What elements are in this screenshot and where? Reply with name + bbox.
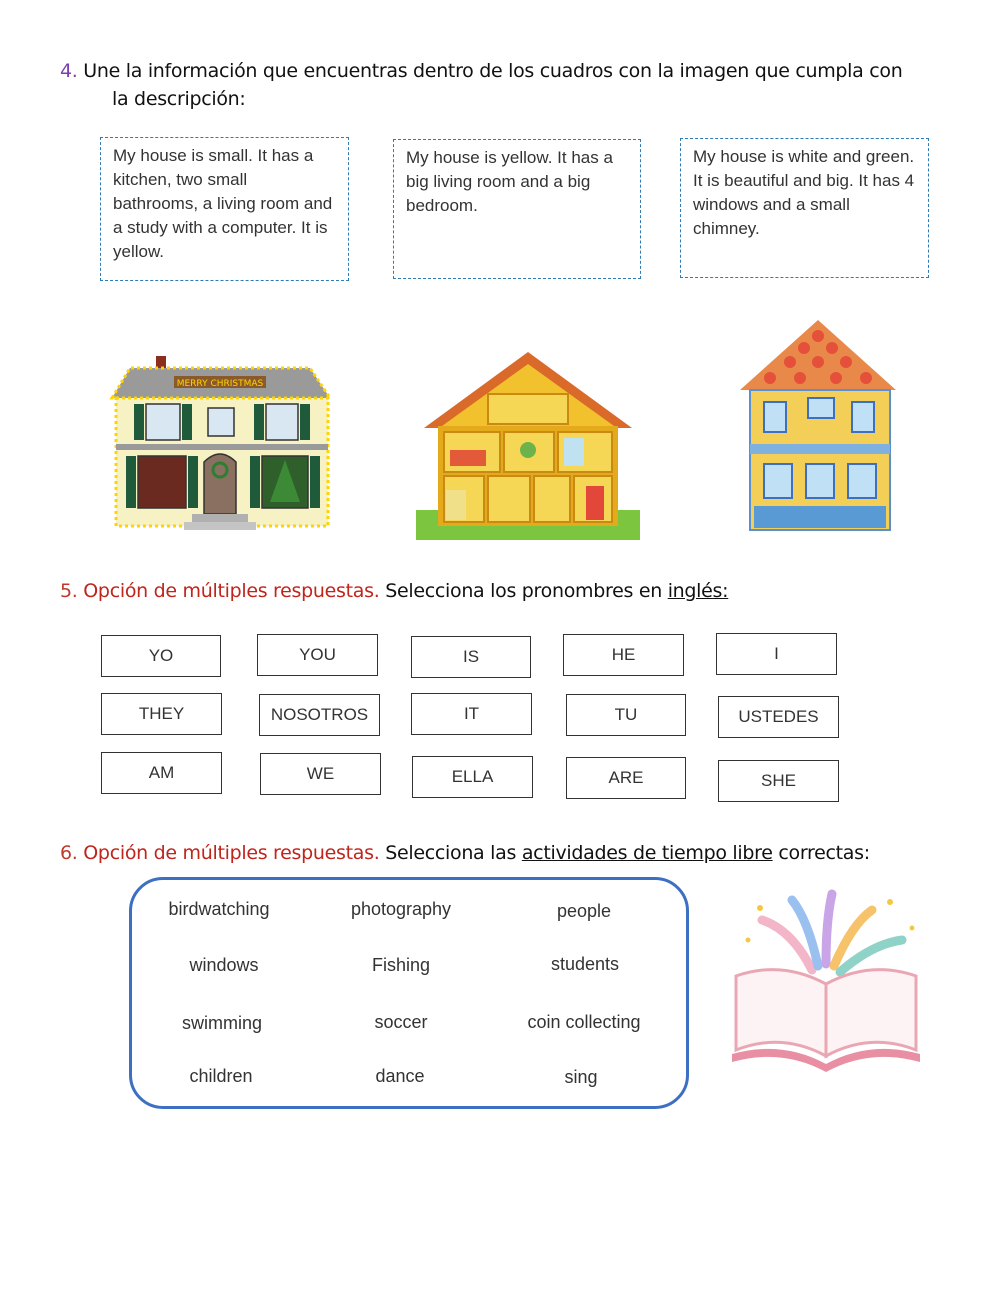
pronoun-option-it[interactable]: IT <box>411 693 532 735</box>
q6-instruction-b: correctas: <box>778 842 870 864</box>
pronoun-option-am[interactable]: AM <box>101 752 222 794</box>
activity-option[interactable]: dance <box>375 1066 425 1086</box>
pronoun-option-they[interactable]: THEY <box>101 693 222 735</box>
pronoun-option-you[interactable]: YOU <box>257 634 378 676</box>
activity-option[interactable]: sing <box>564 1067 598 1087</box>
activity-option[interactable]: windows <box>189 955 259 975</box>
q6-title: Opción de múltiples respuestas. <box>83 842 380 864</box>
q4-line1: Une la información que encuentras dentro de los cuadros con la imagen que cumpla con <box>83 60 903 82</box>
q6-instruction-a: Selecciona las <box>385 842 517 864</box>
activity-option[interactable]: birdwatching <box>168 899 270 919</box>
activity-option[interactable]: coin collecting <box>527 1012 641 1032</box>
christmas-house-image[interactable] <box>104 356 336 546</box>
pronoun-option-yo[interactable]: YO <box>101 635 221 677</box>
pronoun-option-ella[interactable]: ELLA <box>412 756 533 798</box>
q5-title: Opción de múltiples respuestas. <box>83 580 380 602</box>
pronoun-option-tu[interactable]: TU <box>566 694 686 736</box>
q4-heading <box>60 60 902 82</box>
q5-underlined: inglés: <box>667 580 729 602</box>
activity-option[interactable]: students <box>550 954 620 974</box>
pronoun-option-she[interactable]: SHE <box>718 760 839 802</box>
house-sign: MERRY CHRISTMAS <box>176 379 264 389</box>
open-book-image <box>722 880 936 1080</box>
yellow-cutaway-house-image[interactable] <box>416 350 640 540</box>
activity-option[interactable]: photography <box>350 899 452 919</box>
q4-number: 4. <box>60 60 78 82</box>
pronoun-option-nosotros[interactable]: NOSOTROS <box>259 694 380 736</box>
pronoun-option-are[interactable]: ARE <box>566 757 686 799</box>
pronoun-option-we[interactable]: WE <box>260 753 381 795</box>
q5-number: 5. <box>60 580 78 602</box>
q6-heading <box>60 842 870 864</box>
painted-house-image[interactable] <box>740 318 896 536</box>
pronoun-option-he[interactable]: HE <box>563 634 684 676</box>
activity-option[interactable]: soccer <box>374 1012 428 1032</box>
description-box-3: My house is white and green. It is beautiful and big. It has 4 windows and a small chimney. <box>680 138 929 278</box>
activity-option[interactable]: swimming <box>181 1013 262 1033</box>
q6-underlined: actividades de tiempo libre <box>521 842 773 864</box>
q6-number: 6. <box>60 842 78 864</box>
q5-heading <box>60 580 728 602</box>
q4-line2: la descripción: <box>112 88 246 110</box>
description-box-1: My house is small. It has a kitchen, two small bathrooms, a living room and a study with a computer. It is yellow. <box>100 137 349 281</box>
activity-option[interactable]: children <box>189 1066 253 1086</box>
pronoun-option-i[interactable]: I <box>716 633 837 675</box>
pronoun-option-ustedes[interactable]: USTEDES <box>718 696 839 738</box>
q5-instruction: Selecciona los pronombres en <box>385 580 662 602</box>
description-box-2: My house is yellow. It has a big living room and a big bedroom. <box>393 139 641 279</box>
activity-option[interactable]: Fishing <box>371 955 431 975</box>
pronoun-option-is[interactable]: IS <box>411 636 531 678</box>
activity-option[interactable]: people <box>556 901 612 921</box>
